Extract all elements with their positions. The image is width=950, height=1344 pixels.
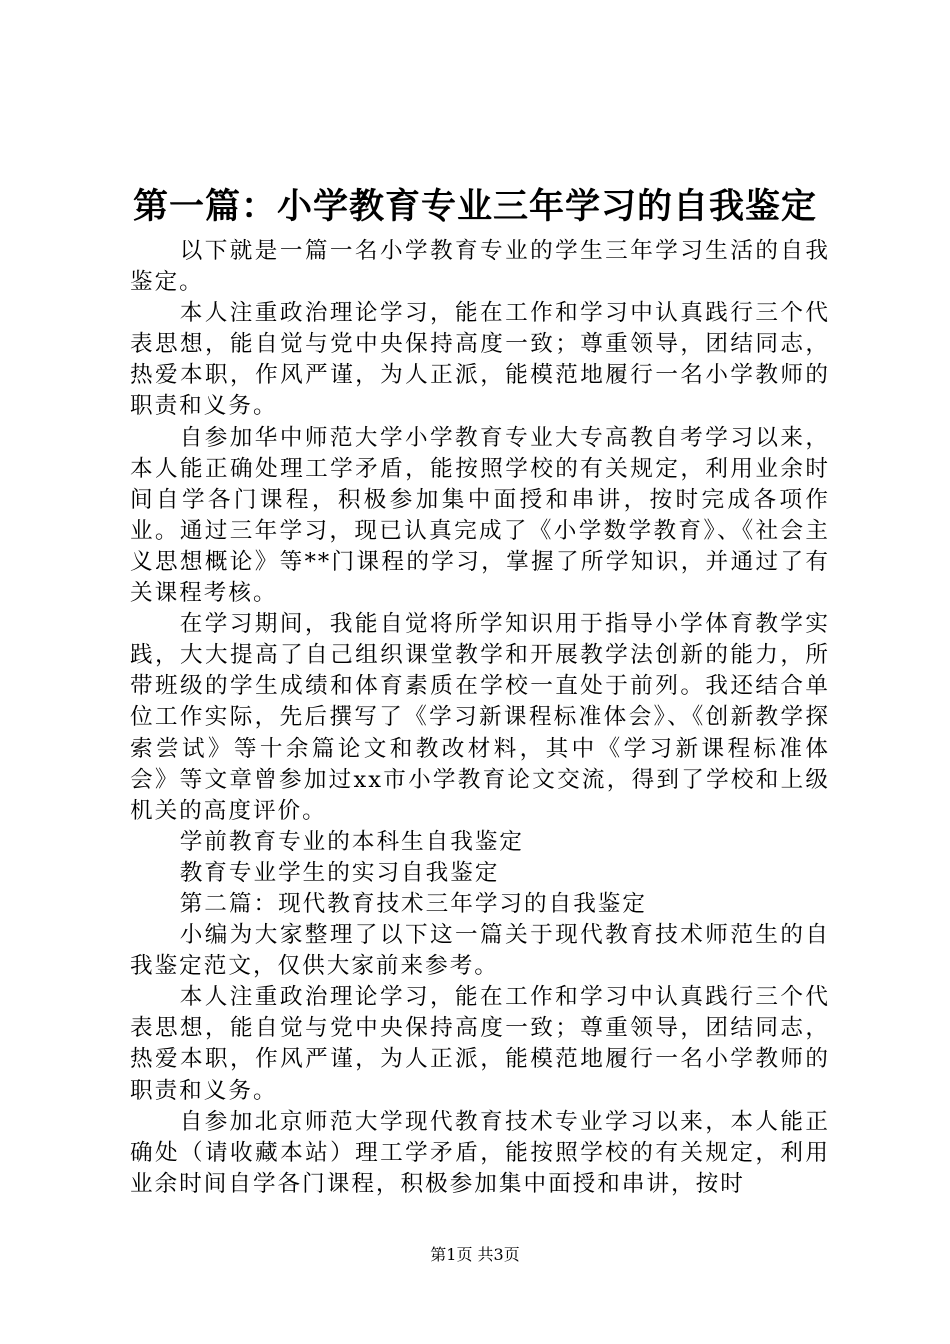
related-link-internship: 教育专业学生的实习自我鉴定 [179,859,500,886]
page-title: 第一篇：小学教育专业三年学习的自我鉴定 [132,186,817,227]
paragraph-political-study: 本人注重政治理论学习，能在工作和学习中认真践行三个代表思想，能自觉与党中央保持高度一致；尊重领导，团结同志，热爱本职，作风严谨，为人正派，能模范地履行一名小学教师的职责和义务。 [130,300,830,420]
paragraph-political-study-2: 本人注重政治理论学习，能在工作和学习中认真践行三个代表思想，能自觉与党中央保持高度一致；尊重领导，团结同志，热爱本职，作风严谨，为人正派，能模范地履行一名小学教师的职责和义务。 [130,984,830,1104]
document-body [130,236,830,1200]
paragraph-teaching-practice: 在学习期间，我能自觉将所学知识用于指导小学体育教学实践，大大提高了自己组织课堂教学和开展教学法创新的能力，所带班级的学生成绩和体育素质在学校一直处于前列。我还结合单位工作实际，先后撰写了《学习新课程标准体会》、《创新教学探索尝试》等十余篇论文和教改材料，其中《学习新课程标准体会》等文章曾参加过xx市小学教育论文交流，得到了学校和上级机关的高度评价。 [130,611,830,824]
paragraph-self-study: 自参加华中师范大学小学教育专业大专高教自考学习以来，本人能正确处理工学矛盾，能按照学校的有关规定，利用业余时间自学各门课程，积极参加集中面授和串讲，按时完成各项作业。通过三年学习，现已认真完成了《小学数学教育》、《社会主义思想概论》等**门课程的学习，掌握了所学知识，并通过了有关课程考核。 [130,424,830,607]
paragraph-editor-note: 小编为大家整理了以下这一篇关于现代教育技术师范生的自我鉴定范文，仅供大家前来参考。 [130,922,830,980]
paragraph-intro: 以下就是一篇一名小学教育专业的学生三年学习生活的自我鉴定。 [130,238,830,296]
paragraph-self-study-2: 自参加北京师范大学现代教育技术专业学习以来，本人能正确处（请收藏本站）理工学矛盾，能按照学校的有关规定，利用业余时间自学各门课程，积极参加集中面授和串讲，按时 [130,1108,830,1197]
section-heading-second: 第二篇：现代教育技术三年学习的自我鉴定 [179,890,647,917]
page-number: 第1页 共3页 [430,1245,520,1264]
related-link-preschool: 学前教育专业的本科生自我鉴定 [179,828,525,855]
